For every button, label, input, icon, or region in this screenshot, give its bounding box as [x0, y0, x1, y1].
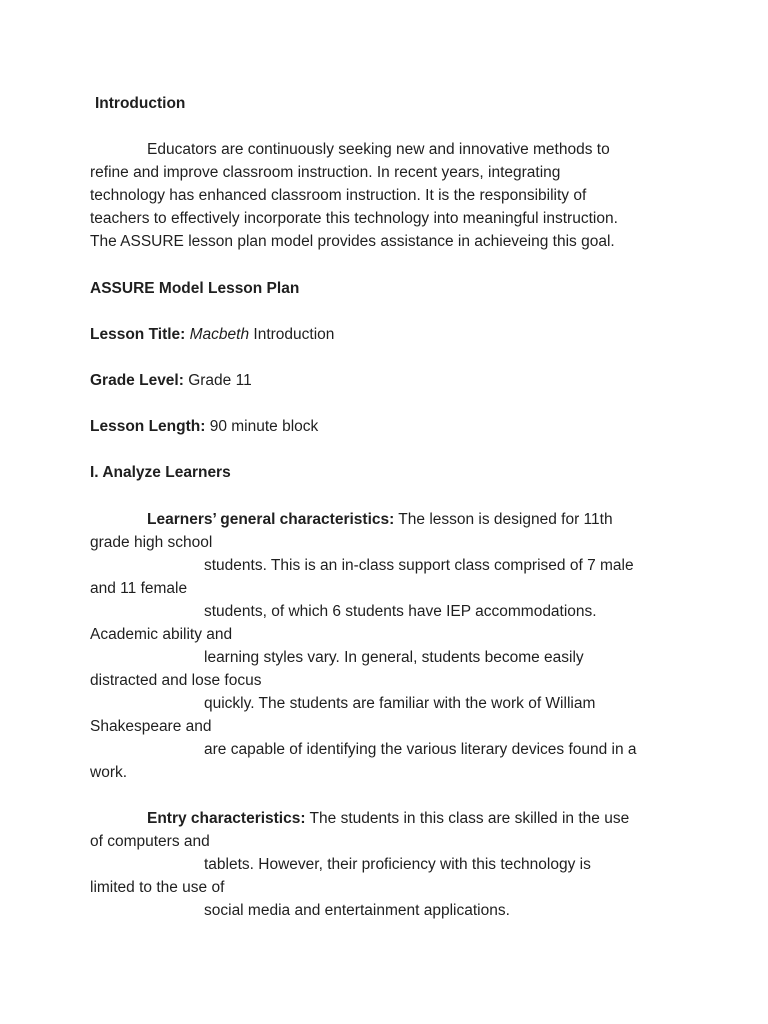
entry-line: social media and entertainment applications. [204, 902, 510, 919]
general-first-line [147, 508, 613, 531]
entry-line: tablets. However, their proficiency with this technology is [204, 856, 591, 873]
lesson-title-italic: Macbeth [189, 326, 250, 343]
section-heading: I. Analyze Learners [90, 464, 231, 481]
entry-line: of computers and [90, 833, 210, 850]
entry-label: Entry characteristics: [147, 810, 306, 827]
general-line: learning styles vary. In general, students become easily [204, 649, 584, 666]
lesson-title-rest: Introduction [249, 326, 335, 343]
general-line: work. [90, 764, 128, 781]
lesson-title-row [90, 323, 334, 346]
entry-line: limited to the use of [90, 879, 225, 896]
grade-level-row [90, 369, 252, 392]
intro-line: technology has enhanced classroom instruction. It is the responsibility of [90, 187, 587, 204]
general-line: students, of which 6 students have IEP accommodations. [204, 603, 597, 620]
lesson-title-label: Lesson Title: [90, 326, 186, 343]
lesson-length-value: 90 minute block [205, 418, 319, 435]
plan-heading: ASSURE Model Lesson Plan [90, 280, 300, 297]
lesson-length-row [90, 415, 318, 438]
grade-level-label: Grade Level: [90, 372, 184, 389]
lesson-length-label: Lesson Length: [90, 418, 206, 435]
grade-level-value: Grade 11 [183, 372, 252, 389]
general-line: Shakespeare and [90, 718, 212, 735]
intro-line: teachers to effectively incorporate this technology into meaningful instruction. [90, 210, 618, 227]
general-line: and 11 female [90, 580, 188, 597]
general-line: are capable of identifying the various literary devices found in a [204, 741, 637, 758]
general-line: students. This is an in-class support class comprised of 7 male [204, 557, 634, 574]
intro-heading: Introduction [95, 95, 186, 112]
general-line: grade high school [90, 534, 213, 551]
intro-line: Educators are continuously seeking new and innovative methods to [147, 141, 610, 158]
general-label: Learners’ general characteristics: [147, 511, 395, 528]
general-line: quickly. The students are familiar with the work of William [204, 695, 596, 712]
entry-first: The students in this class are skilled in the use [305, 810, 630, 827]
entry-first-line [147, 807, 629, 830]
general-line: Academic ability and [90, 626, 233, 643]
general-first: The lesson is designed for 11th [394, 511, 613, 528]
intro-line: refine and improve classroom instruction. In recent years, integrating [90, 164, 561, 181]
intro-line: The ASSURE lesson plan model provides assistance in achieveing this goal. [90, 233, 615, 250]
general-line: distracted and lose focus [90, 672, 262, 689]
